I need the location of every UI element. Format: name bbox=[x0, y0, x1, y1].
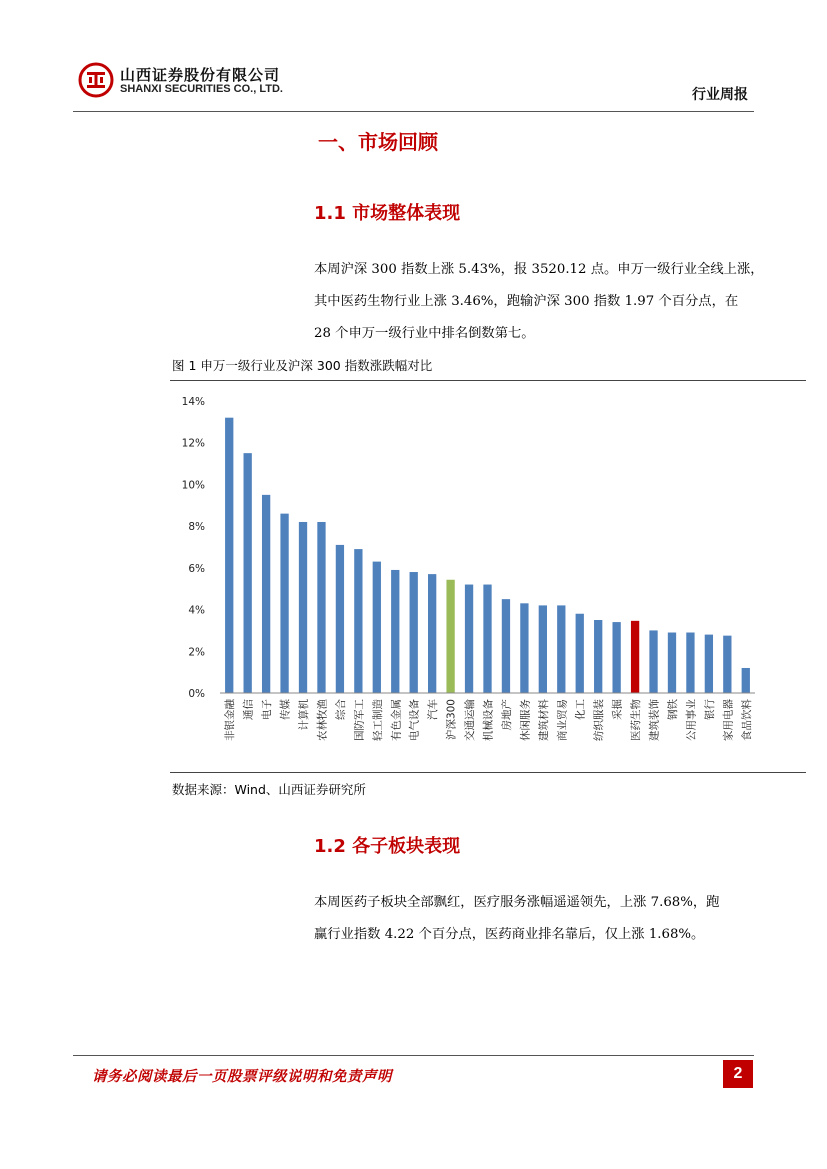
x-tick-label: 汽车 bbox=[427, 699, 440, 720]
bar bbox=[576, 614, 584, 693]
header-divider bbox=[73, 111, 754, 112]
bar bbox=[410, 572, 418, 693]
bar bbox=[686, 633, 694, 693]
y-tick-label: 6% bbox=[188, 562, 205, 575]
bar bbox=[280, 514, 288, 693]
bar bbox=[668, 633, 676, 693]
bar bbox=[723, 636, 731, 693]
x-tick-label: 通信 bbox=[242, 699, 255, 720]
y-tick-label: 12% bbox=[181, 437, 205, 450]
x-tick-label: 轻工制造 bbox=[371, 699, 384, 741]
figure-source: 数据来源：Wind、山西证券研究所 bbox=[172, 782, 366, 797]
x-tick-label: 电气设备 bbox=[408, 699, 421, 741]
bar bbox=[465, 585, 473, 693]
bar bbox=[649, 630, 657, 693]
bar bbox=[299, 522, 307, 693]
figure-bottom-rule bbox=[170, 772, 806, 773]
company-name-en: SHANXI SECURITIES CO., LTD. bbox=[120, 83, 283, 95]
paragraph-line: 其中医药生物行业上涨 3.46%，跑输沪深 300 指数 1.97 个百分点，在 bbox=[314, 294, 739, 309]
subsection-title-market: 1.1 市场整体表现 bbox=[314, 203, 461, 224]
x-tick-label: 传媒 bbox=[279, 699, 292, 720]
bar bbox=[539, 605, 547, 693]
footer-disclaimer: 请务必阅读最后一页股票评级说明和免责声明 bbox=[92, 1069, 392, 1085]
bar bbox=[612, 622, 620, 693]
x-tick-label: 食品饮料 bbox=[740, 699, 753, 741]
paragraph-line: 28 个申万一级行业中排名倒数第七。 bbox=[314, 326, 535, 341]
x-tick-label: 建筑装饰 bbox=[648, 699, 661, 741]
x-tick-label: 商业贸易 bbox=[556, 699, 569, 741]
y-tick-label: 10% bbox=[181, 479, 205, 492]
x-tick-label: 化工 bbox=[574, 699, 587, 720]
footer-divider bbox=[73, 1055, 754, 1056]
x-tick-label: 房地产 bbox=[500, 699, 513, 731]
bar bbox=[428, 574, 436, 693]
x-tick-label: 交通运输 bbox=[464, 699, 477, 741]
x-tick-label: 电子 bbox=[261, 699, 274, 720]
x-tick-label: 休闲服务 bbox=[519, 699, 532, 741]
x-tick-label: 采掘 bbox=[611, 699, 624, 720]
x-tick-label: 非银金融 bbox=[224, 699, 237, 741]
x-tick-label: 综合 bbox=[334, 699, 347, 720]
x-tick-label: 医药生物 bbox=[630, 699, 643, 741]
x-tick-label: 沪深300 bbox=[445, 699, 458, 741]
x-tick-label: 建筑材料 bbox=[537, 699, 550, 741]
paragraph-line: 赢行业指数 4.22 个百分点，医药商业排名靠后，仅上涨 1.68%。 bbox=[314, 927, 705, 942]
figure-caption: 图 1 申万一级行业及沪深 300 指数涨跌幅对比 bbox=[172, 358, 433, 373]
page-number-badge: 2 bbox=[723, 1060, 753, 1088]
x-tick-label: 有色金属 bbox=[390, 699, 403, 741]
y-tick-label: 4% bbox=[188, 604, 205, 617]
bar bbox=[502, 599, 510, 693]
x-tick-label: 钢铁 bbox=[666, 699, 679, 720]
bar bbox=[354, 549, 362, 693]
bar bbox=[594, 620, 602, 693]
subsection-title-subsector: 1.2 各子板块表现 bbox=[314, 836, 461, 857]
bar bbox=[705, 635, 713, 693]
paragraph-line: 本周医药子板块全部飘红，医疗服务涨幅遥遥领先，上涨 7.68%，跑 bbox=[314, 895, 720, 910]
figure-top-rule bbox=[170, 380, 806, 381]
bar bbox=[373, 562, 381, 693]
bar bbox=[225, 418, 233, 693]
bar bbox=[520, 603, 528, 693]
bar bbox=[262, 495, 270, 693]
y-tick-label: 14% bbox=[181, 396, 205, 408]
x-tick-label: 计算机 bbox=[298, 699, 311, 731]
x-tick-label: 机械设备 bbox=[482, 699, 495, 741]
y-tick-label: 0% bbox=[188, 688, 205, 700]
bar bbox=[244, 453, 252, 693]
bar bbox=[317, 522, 325, 693]
bar bbox=[391, 570, 399, 693]
y-tick-label: 8% bbox=[188, 521, 205, 534]
industry-returns-bar-chart bbox=[170, 384, 806, 770]
y-tick-label: 2% bbox=[188, 646, 205, 659]
x-tick-label: 纺织服装 bbox=[593, 699, 606, 741]
company-name-cn: 山西证券股份有限公司 bbox=[120, 66, 281, 84]
report-type-label: 行业周报 bbox=[692, 87, 748, 103]
bar bbox=[336, 545, 344, 693]
x-tick-label: 农林牧渔 bbox=[316, 699, 329, 741]
x-tick-label: 国防军工 bbox=[353, 699, 366, 741]
bar bbox=[446, 580, 454, 693]
section-title: 一、市场回顾 bbox=[318, 130, 438, 154]
x-tick-label: 公用事业 bbox=[685, 699, 698, 741]
bar bbox=[742, 668, 750, 693]
x-tick-label: 家用电器 bbox=[722, 699, 735, 741]
bar bbox=[631, 621, 639, 693]
company-logo-icon bbox=[78, 62, 114, 98]
paragraph-line: 本周沪深 300 指数上涨 5.43%，报 3520.12 点。申万一级行业全线上涨， bbox=[314, 262, 764, 277]
bar bbox=[557, 605, 565, 693]
x-tick-label: 银行 bbox=[703, 699, 716, 720]
bar bbox=[483, 585, 491, 693]
